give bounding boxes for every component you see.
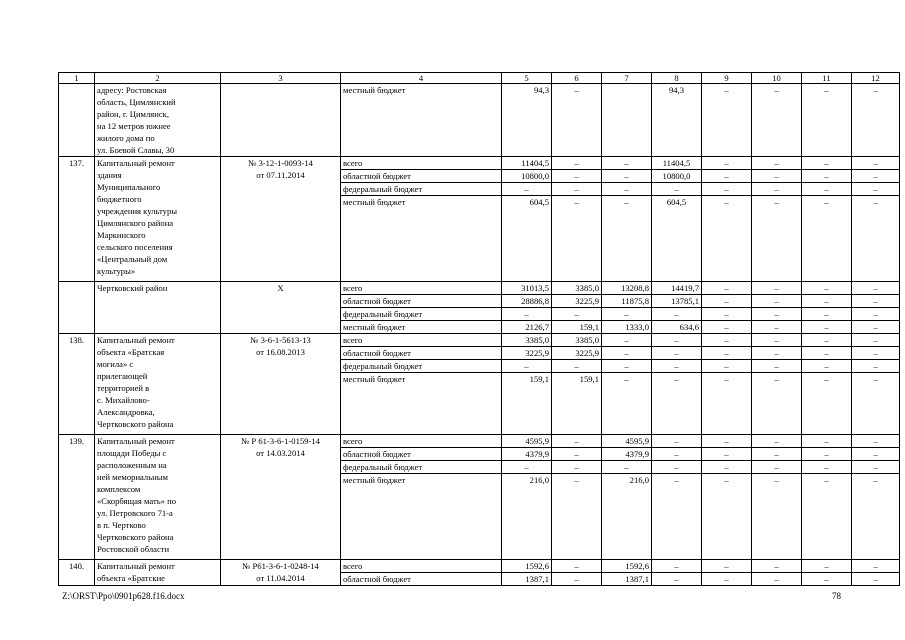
year-value: – [552,435,602,448]
year-value: – [702,560,752,573]
year-value: – [802,360,852,373]
year-value: – [702,435,752,448]
year-value: – [802,157,852,170]
header-row [59,73,900,84]
total-value: 11404,5 [502,157,552,170]
year-value: 159,1 [552,321,602,334]
year-value: – [552,308,602,321]
header-cell: 5 [502,73,552,84]
year-value: 1333,0 [602,321,652,334]
total-value: 604,5 [502,196,552,282]
row-number: 140. [59,560,95,586]
year-value: – [552,573,602,586]
year-value: 159,1 [552,373,602,435]
total-value: 4379,9 [502,448,552,461]
file-path-footer: Z:\ORST\Ppo\0901p628.f16.docx [62,591,185,601]
budget-source: местный бюджет [341,321,502,334]
year-value: – [852,170,900,183]
year-value: – [552,461,602,474]
budget-source: всего [341,435,502,448]
year-value: – [702,461,752,474]
table-row [59,282,900,295]
year-value: – [852,157,900,170]
budget-source: местный бюджет [341,373,502,435]
year-value: 11404,5 [652,157,702,170]
header-cell: 3 [221,73,341,84]
year-value: – [802,560,852,573]
total-value: 3225,9 [502,347,552,360]
year-value: – [852,321,900,334]
year-value: – [702,321,752,334]
year-value: 604,5 [652,196,702,282]
year-value: – [552,196,602,282]
year-value: – [752,308,802,321]
year-value: – [652,183,702,196]
year-value: – [602,360,652,373]
total-value: 1592,6 [502,560,552,573]
header-cell: 10 [752,73,802,84]
budget-source: местный бюджет [341,474,502,560]
total-value: 4595,9 [502,435,552,448]
year-value: 14419,7 [652,282,702,295]
year-value: – [802,347,852,360]
year-value: – [852,373,900,435]
year-value: – [802,196,852,282]
year-value: – [752,282,802,295]
year-value: – [702,474,752,560]
year-value: – [852,183,900,196]
row-number: 137. [59,157,95,282]
year-value: – [552,474,602,560]
object-name: Капитальный ремонт здания Муниципального бюджетного учреждения культуры Цимлянского района Маркинского сельского поселения «Центральный дом культуры» [95,157,221,282]
table-row [59,157,900,170]
year-value: – [602,334,652,347]
year-value: – [702,347,752,360]
year-value: – [752,321,802,334]
budget-source: федеральный бюджет [341,183,502,196]
year-value: – [702,373,752,435]
year-value: – [602,308,652,321]
row-number [59,282,95,334]
year-value: – [652,308,702,321]
total-value: 159,1 [502,373,552,435]
year-value: – [752,183,802,196]
page-number: 78 [832,591,841,601]
year-value: 13208,8 [602,282,652,295]
budget-source: федеральный бюджет [341,308,502,321]
year-value: – [752,334,802,347]
year-value: – [802,308,852,321]
year-value: – [702,282,752,295]
total-value: – [502,461,552,474]
year-value [602,84,652,157]
header-cell: 2 [95,73,221,84]
year-value: – [602,170,652,183]
total-value: 31013,5 [502,282,552,295]
year-value: – [802,435,852,448]
budget-source: областной бюджет [341,295,502,308]
contract-number: № 3-12-1-0093-14 от 07.11.2014 [221,157,341,282]
year-value: 1592,6 [602,560,652,573]
year-value: – [552,448,602,461]
year-value: – [752,84,802,157]
row-number: 139. [59,435,95,560]
total-value: 94,3 [502,84,552,157]
total-value: 1387,1 [502,573,552,586]
budget-source: всего [341,282,502,295]
header-cell: 7 [602,73,652,84]
budget-source: всего [341,560,502,573]
year-value: – [602,157,652,170]
table-row [59,435,900,448]
year-value: – [802,474,852,560]
year-value: 3385,0 [552,334,602,347]
budget-source: всего [341,157,502,170]
year-value: 3225,9 [552,347,602,360]
year-value: – [752,347,802,360]
budget-source: областной бюджет [341,448,502,461]
year-value: – [652,560,702,573]
year-value: – [602,196,652,282]
total-value: 216,0 [502,474,552,560]
total-value: 2126,7 [502,321,552,334]
year-value: – [852,474,900,560]
year-value: – [552,560,602,573]
row-number: 138. [59,334,95,435]
total-value: 3385,0 [502,334,552,347]
year-value: – [802,448,852,461]
year-value: – [702,183,752,196]
year-value: – [852,448,900,461]
year-value: – [852,334,900,347]
header-cell: 1 [59,73,95,84]
year-value: 4595,9 [602,435,652,448]
year-value: – [652,347,702,360]
table-row [59,560,900,573]
budget-source: областной бюджет [341,573,502,586]
year-value: – [852,84,900,157]
contract-number: Х [221,282,341,334]
year-value: – [652,461,702,474]
year-value: – [702,573,752,586]
year-value: – [852,282,900,295]
year-value: – [752,448,802,461]
year-value: 216,0 [602,474,652,560]
year-value: – [702,295,752,308]
year-value: 634,6 [652,321,702,334]
budget-table [58,72,900,586]
header-cell: 6 [552,73,602,84]
year-value: – [702,334,752,347]
budget-source: областной бюджет [341,347,502,360]
header-cell: 8 [652,73,702,84]
budget-source: федеральный бюджет [341,360,502,373]
table-row [59,334,900,347]
year-value: – [752,360,802,373]
header-cell: 12 [852,73,900,84]
year-value: – [552,183,602,196]
table-row [59,84,900,157]
year-value: – [652,360,702,373]
year-value: 94,3 [652,84,702,157]
year-value: – [752,573,802,586]
year-value: – [602,347,652,360]
year-value: – [602,373,652,435]
year-value: – [802,170,852,183]
year-value: – [702,170,752,183]
year-value: – [752,170,802,183]
year-value: 4379,9 [602,448,652,461]
year-value: – [602,461,652,474]
year-value: – [702,448,752,461]
year-value: – [852,360,900,373]
year-value: – [802,373,852,435]
year-value: – [802,461,852,474]
year-value: – [702,157,752,170]
year-value: – [652,474,702,560]
district-name: Чертковский район [95,282,221,334]
year-value: – [752,474,802,560]
year-value: – [652,435,702,448]
year-value: – [752,196,802,282]
contract-number: № Р 61-3-6-1-0159-14 от 14.03.2014 [221,435,341,560]
year-value: – [852,308,900,321]
year-value: – [702,196,752,282]
year-value: – [852,295,900,308]
budget-source: федеральный бюджет [341,461,502,474]
contract-number [221,84,341,157]
year-value: – [752,461,802,474]
year-value: – [802,183,852,196]
budget-source: местный бюджет [341,196,502,282]
year-value: – [652,448,702,461]
year-value: – [852,435,900,448]
year-value: – [702,360,752,373]
total-value: 10800,0 [502,170,552,183]
year-value: – [752,373,802,435]
year-value: – [652,334,702,347]
year-value: – [802,573,852,586]
total-value: – [502,308,552,321]
year-value: 13785,1 [652,295,702,308]
year-value: – [752,435,802,448]
year-value: – [852,196,900,282]
budget-source: всего [341,334,502,347]
contract-number: № 3-6-1-5613-13 от 16.08.2013 [221,334,341,435]
object-name: Капитальный ремонт объекта «Братские [95,560,221,586]
year-value: – [652,573,702,586]
year-value: – [802,84,852,157]
year-value: – [802,282,852,295]
year-value: – [652,373,702,435]
object-name: Капитальный ремонт площади Победы с расположенным на ней мемориальным комплексом «Скорбящая мать» по ул. Петровского 71-а в п. Чертково Чертковского района Ростовской области [95,435,221,560]
year-value: – [802,334,852,347]
year-value: – [852,347,900,360]
header-cell: 9 [702,73,752,84]
year-value: – [802,321,852,334]
year-value: – [552,157,602,170]
year-value: 1387,1 [602,573,652,586]
contract-number: № Р61-3-6-1-0248-14 от 11.04.2014 [221,560,341,586]
year-value: – [602,183,652,196]
row-number [59,84,95,157]
header-cell: 11 [802,73,852,84]
object-name: адресу: Ростовская область, Цимлянский район, г. Цимлянск, на 12 метров южнее жилого дома по ул. Боевой Славы, 30 [95,84,221,157]
budget-source: местный бюджет [341,84,502,157]
year-value: – [552,84,602,157]
year-value: – [752,560,802,573]
year-value: – [802,295,852,308]
header-cell: 4 [341,73,502,84]
year-value: 11875,8 [602,295,652,308]
total-value: 28886,8 [502,295,552,308]
year-value: – [752,295,802,308]
year-value: – [702,308,752,321]
object-name: Капитальный ремонт объекта «Братская могила» с прилегающей территорией в с. Михайлово- Александровка, Чертковского района [95,334,221,435]
total-value: – [502,360,552,373]
year-value: – [852,560,900,573]
total-value: – [502,183,552,196]
year-value: 3225,9 [552,295,602,308]
year-value: 3385,0 [552,282,602,295]
year-value: – [852,461,900,474]
year-value: – [702,84,752,157]
budget-source: областной бюджет [341,170,502,183]
year-value: – [852,573,900,586]
year-value: 10800,0 [652,170,702,183]
year-value: – [552,170,602,183]
year-value: – [752,157,802,170]
year-value: – [552,360,602,373]
